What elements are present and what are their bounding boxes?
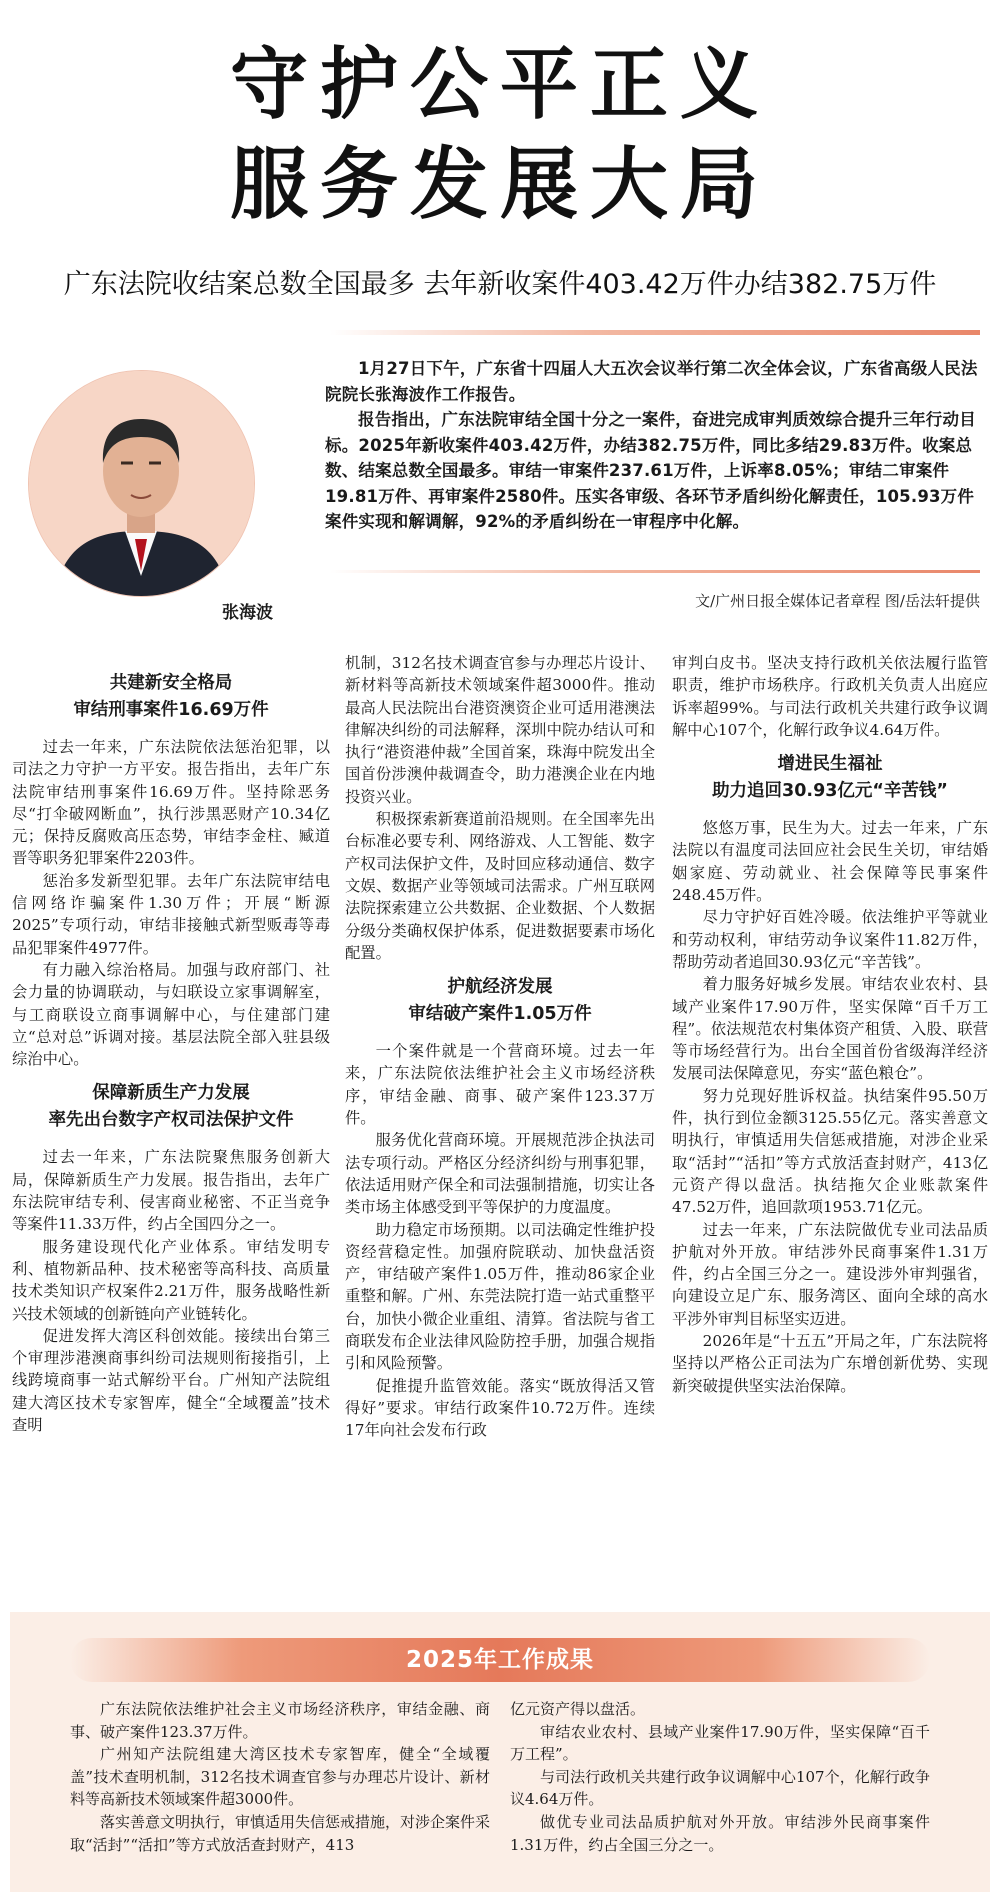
section-heading-line: 审结破产案件1.05万件 [408,1004,592,1025]
section-heading-livelihood [672,751,988,805]
paragraph: 促进发挥大湾区科创效能。接续出台第三个审理涉港澳商事纠纷司法规则衔接指引，上线跨境商事一站式解纷平台。广州知产法院组建大湾区技术专家智库，健全“全域覆盖”技术查明 [12,1326,330,1435]
paragraph: 着力服务好城乡发展。审结农业农村、县域产业案件17.90万件，坚实保障“百千万工程”。依法规范农村集体资产租赁、入股、联营等市场经营行为。出台全国首份省级海洋经济发展司法保障意见，夯实“蓝色粮仓”。 [672,975,988,1083]
headline-line-1: 守护公平正义 [229,40,770,130]
article-column-2 [345,652,655,1442]
paragraph: 过去一年来，广东法院聚焦服务创新大局，保障新质生产力发展。报告指出，去年广东法院审结专利、侵害商业秘密、不正当竞争等案件11.33万件，约占全国四分之一。 [12,1148,330,1234]
summary-column-left [70,1698,490,1856]
section-heading-line: 率先出台数字产权司法保护文件 [48,1110,294,1131]
article-column-3 [672,652,988,1397]
paragraph: 过去一年来，广东法院依法惩治犯罪，以司法之力守护一方平安。报告指出，去年广东法院审结刑事案件16.69万件。坚持除恶务尽“打伞破网断血”，执行涉黑恶财产10.34亿元；保持反腐败高压态势，审结李金柱、臧道晋等职务犯罪案件2203件。 [12,738,330,868]
section-heading-line: 增进民生福祉 [777,754,883,775]
paragraph: 一个案件就是一个营商环境。过去一年来，广东法院依法维护社会主义市场经济秩序，审结金融、商事、破产案件123.37万件。 [345,1042,655,1128]
section-heading-line: 助力追回30.93亿元“辛苦钱” [712,781,948,802]
paragraph: 服务优化营商环境。开展规范涉企执法司法专项行动。严格区分经济纠纷与刑事犯罪，依法适用财产保全和司法强制措施，切实让各类市场主体感受到平等保护的力度温度。 [345,1131,655,1217]
section-heading-line: 保障新质生产力发展 [92,1083,250,1104]
paragraph: 服务建设现代化产业体系。审结发明专利、植物新品种、技术秘密等高科技、高质量技术类知识产权案件2.21万件，服务战略性新兴技术领域的创新链向产业链转化。 [12,1237,330,1323]
paragraph: 审判白皮书。坚决支持行政机关依法履行监管职责，维护市场秩序。行政机关负责人出庭应诉率超99%。与司法行政机关共建行政争议调解中心107个，化解行政争议4.64万件。 [672,654,988,739]
summary-item: 与司法行政机关共建行政争议调解中心107个，化解行政争议4.64万件。 [510,1767,930,1809]
section-heading-line: 审结刑事案件16.69万件 [73,700,269,720]
photo-caption: 张海波 [222,603,273,623]
lede-paragraphs [325,356,980,535]
summary-item: 广东法院依法维护社会主义市场经济秩序，审结金融、商事、破产案件123.37万件。 [70,1700,490,1741]
summary-item-continued: 亿元资产得以盘活。 [510,1700,646,1718]
paragraph: 积极探索新赛道前沿规则。在全国率先出台标准必要专利、网络游戏、人工智能、数字产权司法保护文件，及时回应移动通信、数字文娱、数据产业等领域司法需求。广州互联网法院探索建立公共数据、企业数据、个人数据分级分类确权保护体系，促进数据要素市场化配置。 [345,810,655,962]
paragraph: 有力融入综治格局。加强与政府部门、社会力量的协调联动，与妇联设立家事调解室，与工商联设立商事调解中心，与住建部门建立“总对总”诉调对接。基层法院全部入驻县级综治中心。 [12,960,330,1069]
divider-lede [330,570,980,573]
section-heading-productivity [12,1080,330,1134]
paragraph: 努力兑现好胜诉权益。执结案件95.50万件，执行到位金额3125.55亿元。落实善意文明执行，审慎适用失信惩戒措施，对涉企业采取“活封”“活扣”等方式放活查封财产，413亿元资产得以盘活。执结拖欠企业账款案件47.52万件，追回款项1953.71亿元。 [672,1086,988,1217]
paragraph: 过去一年来，广东法院做优专业司法品质护航对外开放。审结涉外民商事案件1.31万件，约占全国三分之一。建设涉外审判强省，向建设立足广东、服务湾区、面向全球的高水平涉外审判目标坚实迈进。 [672,1220,988,1328]
portrait-illustration [29,371,254,596]
section-heading-security [12,670,330,724]
paragraph: 尽力守护好百姓冷暖。依法维护平等就业和劳动权利，审结劳动争议案件11.82万件，帮助劳动者追回30.93亿元“辛苦钱”。 [672,908,988,971]
section-heading-economy [345,974,655,1028]
summary-item: 做优专业司法品质护航对外开放。审结涉外民商事案件1.31万件，约占全国三分之一。 [510,1812,930,1854]
paragraph: 2026年是“十五五”开局之年，广东法院将坚持以严格公正司法为广东增创新优势、实现新突破提供坚实法治保障。 [672,1332,988,1395]
paragraph: 悠悠万事，民生为大。过去一年来，广东法院以有温度司法回应社会民生关切，审结婚姻家庭、劳动就业、社会保障等民事案件248.45万件。 [672,819,988,905]
summary-item: 广州知产法院组建大湾区技术专家智库，健全“全域覆盖”技术查明机制，312名技术调查官参与办理芯片设计、新材料等高新技术领域案件超3000件。 [70,1745,490,1809]
summary-column-right [510,1698,930,1856]
lede-paragraph: 报告指出，广东法院审结全国十分之一案件，奋进完成审判质效综合提升三年行动目标。2025年新收案件403.42万件，办结382.75万件，同比多结29.83万件。收案总数、结案总数全国最多。审结一审案件237.61万件，上诉率8.05%；审结二审案件19.81万件、再审案件2580件。压实各审级、各环节矛盾纠纷化解责任，105.93万件案件实现和解调解，92%的矛盾纠纷在一审程序中化解。 [325,410,976,531]
paragraph: 促推提升监管效能。落实“既放得活又管得好”要求。审结行政案件10.72万件。连续17年向社会发布行政 [345,1376,655,1440]
summary-item: 审结农业农村、县域产业案件17.90万件，坚实保障“百千万工程”。 [510,1722,930,1764]
headline-line-2: 服务发展大局 [229,140,770,230]
paragraph: 惩治多发新型犯罪。去年广东法院审结电信网络诈骗案件1.30万件；开展“断源2025”专项行动，审结非接触式新型贩毒等毒品犯罪案件4977件。 [12,871,330,957]
section-heading-line: 共建新安全格局 [109,673,233,693]
summary-item: 落实善意文明执行，审慎适用失信惩戒措施，对涉企案件采取“活封”“活扣”等方式放活查封财产，413 [70,1812,491,1854]
portrait-photo [28,370,255,597]
summary-box-title: 2025年工作成果 [70,1638,930,1682]
divider-top [330,330,980,335]
section-heading-line: 护航经济发展 [447,977,553,998]
byline: 文/广州日报全媒体记者章程 图/岳法轩提供 [695,592,980,610]
lede-paragraph: 1月27日下午，广东省十四届人大五次会议举行第二次全体会议，广东省高级人民法院院长张海波作工作报告。 [325,359,978,404]
subheadline: 广东法院收结案总数全国最多 去年新收案件403.42万件办结382.75万件 [63,269,937,300]
article-column-1 [12,660,330,1436]
paragraph: 助力稳定市场预期。以司法确定性维护投资经营稳定性。加强府院联动、加快盘活资产，审结破产案件1.05万件，推动86家企业重整和解。广州、东莞法院打造一站式重整平台，加快小微企业重组、清算。省法院与省工商联发布企业法律风险防控手册，加强合规指引和风险预警。 [345,1220,655,1373]
paragraph: 机制，312名技术调查官参与办理芯片设计、新材料等高新技术领域案件超3000件。推动最高人民法院出台港资澳资企业可适用港澳法律解决纠纷的司法解释，深圳中院办结认可和执行“港资港仲裁”全国首案，珠海中院发出全国首份涉澳仲裁调查令，助力港澳企业在内地投资兴业。 [345,654,655,806]
